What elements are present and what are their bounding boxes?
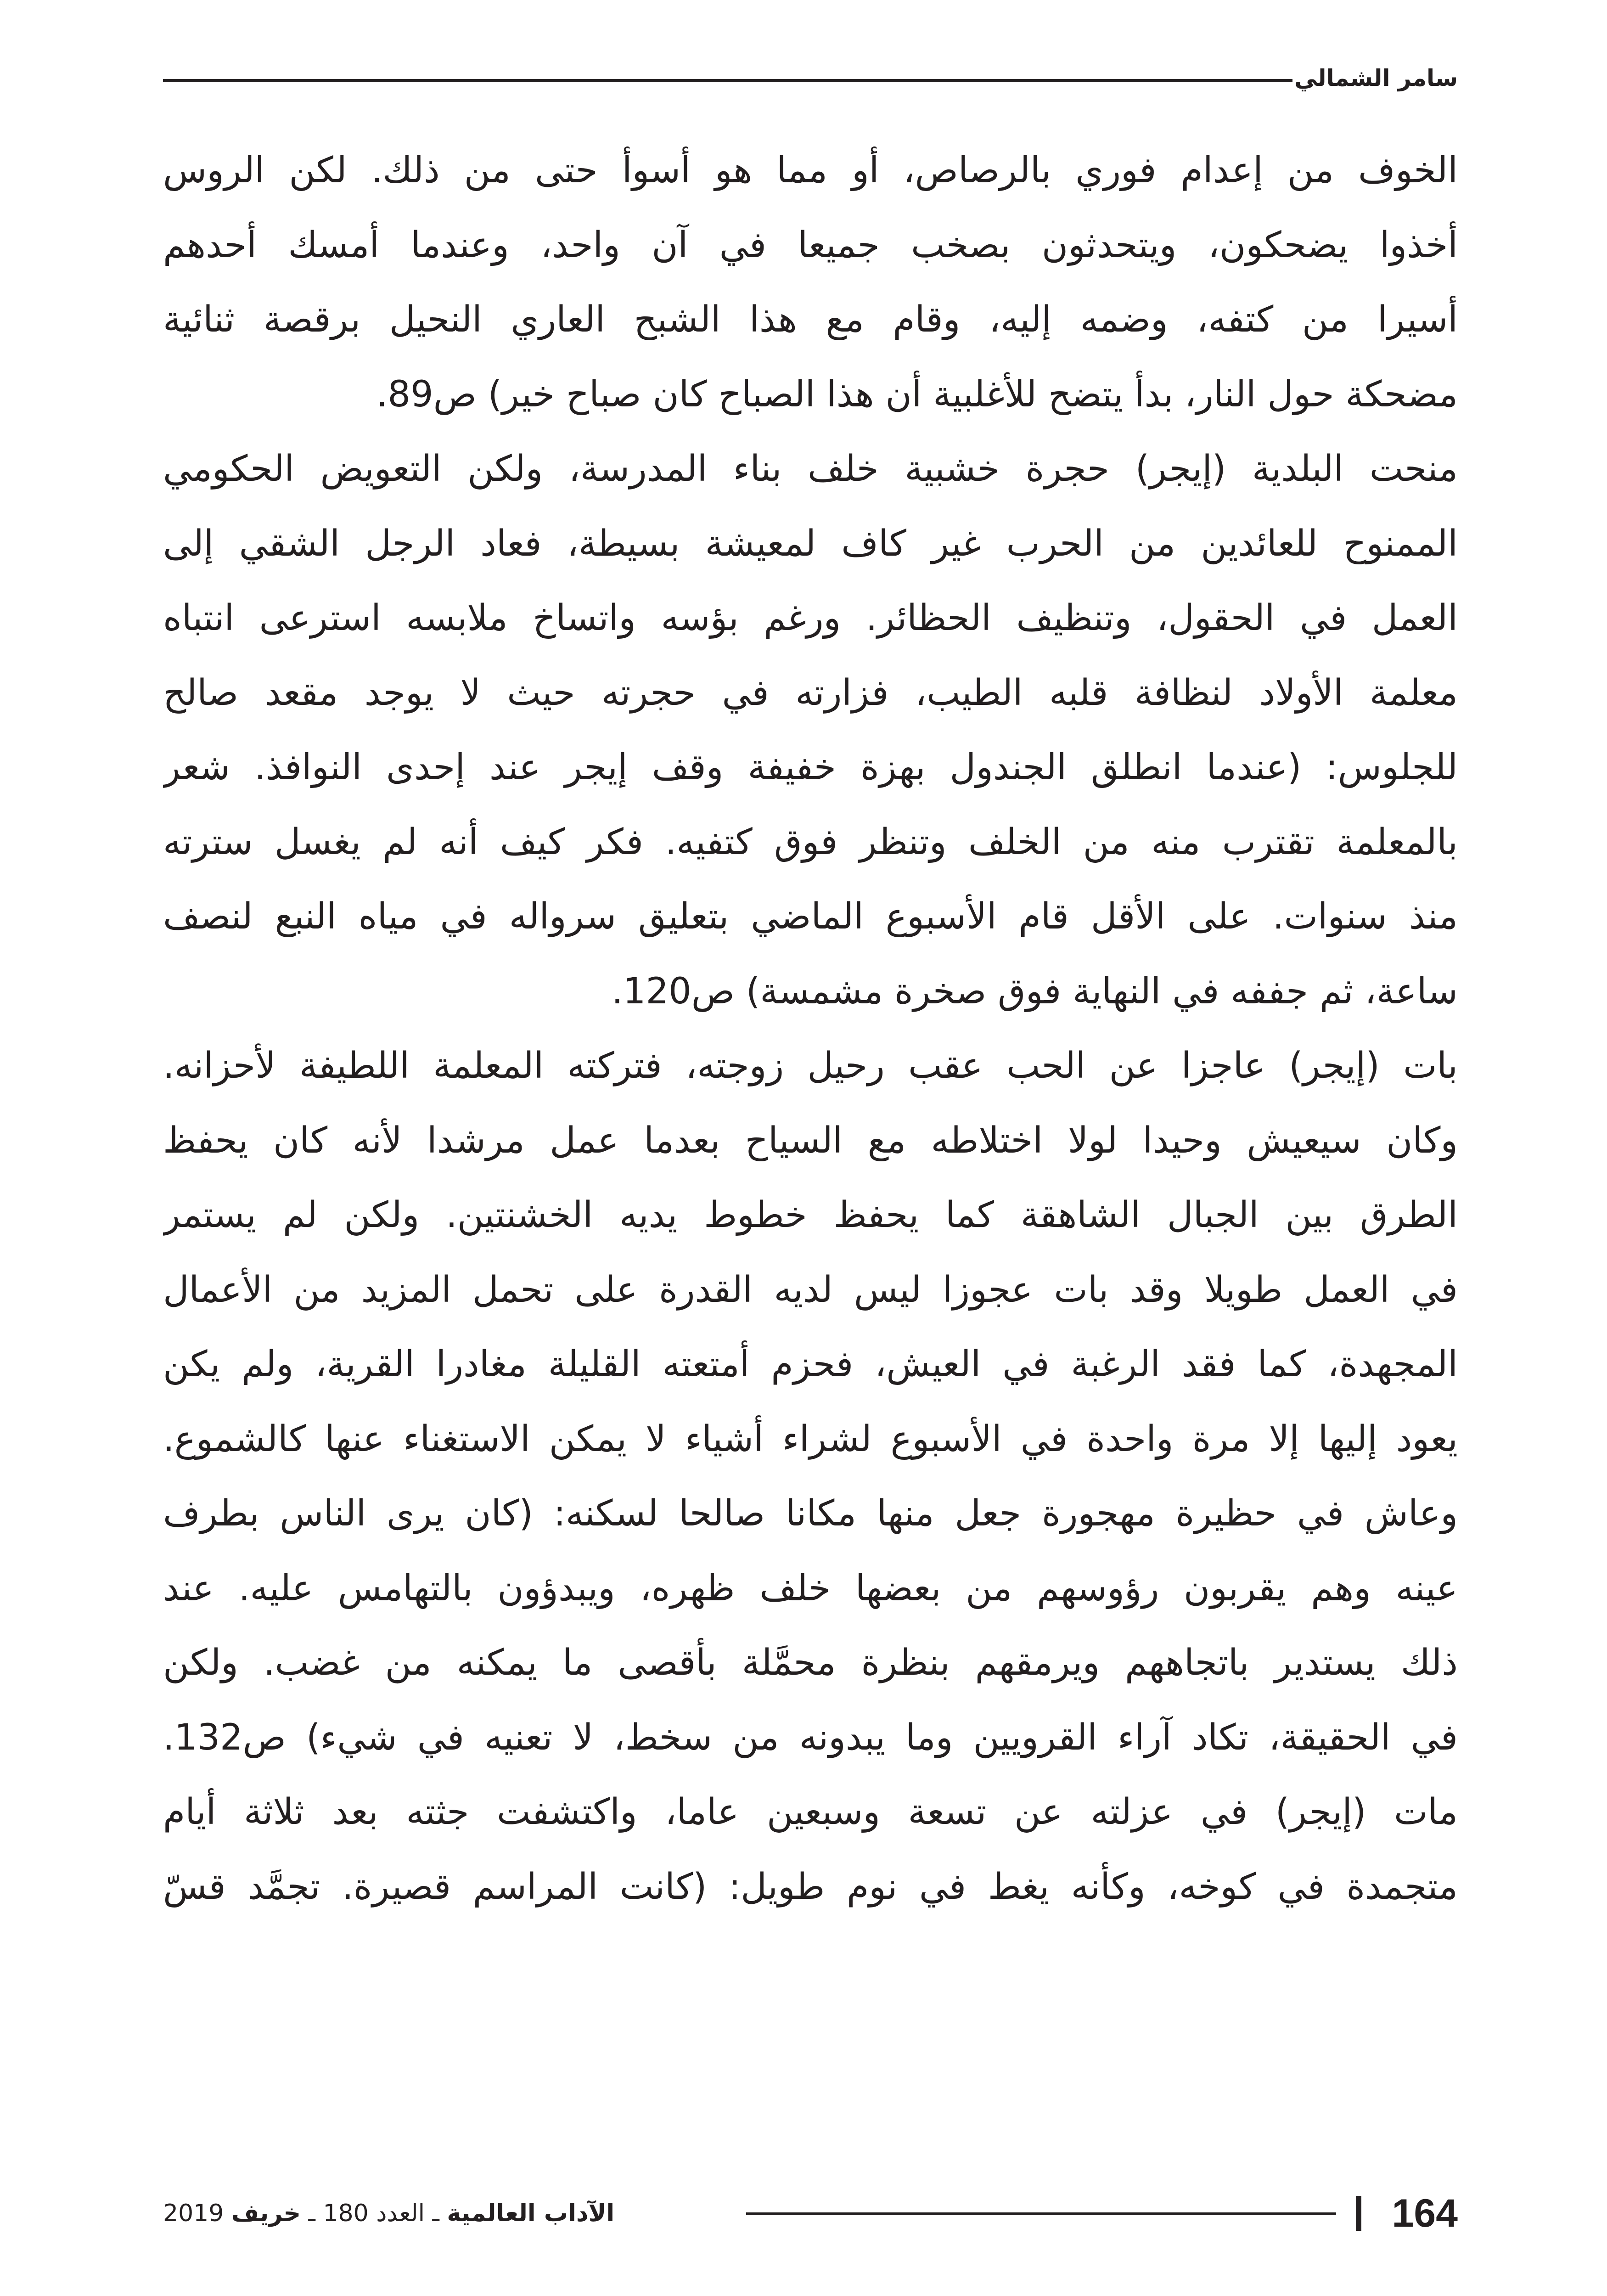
text-line: الخوف من إعدام فوري بالرصاص، أو مما هو أسوأ حتى من ذلك. لكن الروس xyxy=(163,150,1458,191)
text-line: الطرق بين الجبال الشاهقة كما يحفظ خطوط يديه الخشنتين. ولكن لم يستمر xyxy=(163,1194,1458,1236)
journal-season: خريف xyxy=(231,2200,301,2227)
text-line: في العمل طويلا وقد بات عجوزا ليس لديه القدرة على تحمل المزيد من الأعمال xyxy=(163,1269,1458,1311)
text-line: وكان سيعيش وحيدا لولا اختلاطه مع السياح بعدما عمل مرشدا لأنه كان يحفظ xyxy=(163,1120,1458,1161)
text-line: العمل في الحقول، وتنظيف الحظائر. ورغم بؤسه واتساخ ملابسه استرعى انتباه xyxy=(163,597,1458,639)
text-line: منحت البلدية (إيجر) حجرة خشبية خلف بناء المدرسة، ولكن التعويض الحكومي xyxy=(163,448,1458,490)
text-line: في الحقيقة، تكاد آراء القرويين وما يبدونه من سخط، لا تعنيه في شيء) ص132. xyxy=(163,1716,1458,1758)
footer-separator-bar xyxy=(1356,2196,1361,2231)
text-line: بات (إيجر) عاجزا عن الحب عقب رحيل زوجته، فتركته المعلمة اللطيفة لأحزانه. xyxy=(163,1045,1458,1086)
page-number: 164 xyxy=(1392,2191,1458,2235)
text-line: أسيرا من كتفه، وضمه إليه، وقام مع هذا الشبح العاري النحيل برقصة ثنائية xyxy=(163,299,1458,340)
running-head-author: سامر الشمالي xyxy=(1294,65,1458,91)
text-line: عينه وهم يقربون رؤوسهم من بعضها خلف ظهره، ويبدؤون بالتهامس عليه. عند xyxy=(163,1567,1458,1609)
header-rule xyxy=(163,79,1292,82)
journal-year: 2019 xyxy=(163,2200,231,2227)
text-line: متجمدة في كوخه، وكأنه يغط في نوم طويل: (كانت المراسم قصيرة. تجمَّد قسّ xyxy=(163,1866,1458,1908)
text-line: منذ سنوات. على الأقل قام الأسبوع الماضي بتعليق سرواله في مياه النبع لنصف xyxy=(163,896,1458,937)
text-line: مضحكة حول النار، بدأ يتضح للأغلبية أن هذا الصباح كان صباح خير) ص89. xyxy=(376,373,1458,415)
article-body xyxy=(163,133,1458,1924)
text-line: مات (إيجر) في عزلته عن تسعة وسبعين عاما، واكتشفت جثته بعد ثلاثة أيام xyxy=(163,1791,1458,1833)
journal-issue: ـ العدد 180 ـ xyxy=(301,2200,447,2227)
text-line: وعاش في حظيرة مهجورة جعل منها مكانا صالحا لسكنه: (كان يرى الناس بطرف xyxy=(163,1493,1458,1534)
text-line: للجلوس: (عندما انطلق الجندول بهزة خفيفة وقف إيجر عند إحدى النوافذ. شعر xyxy=(163,747,1458,788)
text-line: أخذوا يضحكون، ويتحدثون بصخب جميعا في آن واحد، وعندما أمسك أحدهم xyxy=(163,224,1458,266)
text-line: الممنوح للعائدين من الحرب غير كاف لمعيشة بسيطة، فعاد الرجل الشقي إلى xyxy=(163,523,1458,564)
footer-rule xyxy=(746,2212,1336,2215)
text-line: بالمعلمة تقترب منه من الخلف وتنظر فوق كتفيه. فكر كيف أنه لم يغسل سترته xyxy=(163,821,1458,863)
text-line: معلمة الأولاد لنظافة قلبه الطيب، فزارته في حجرته حيث لا يوجد مقعد صالح xyxy=(163,672,1458,714)
journal-name: الآداب العالمية xyxy=(447,2200,615,2227)
journal-citation xyxy=(163,2186,614,2241)
page-footer xyxy=(163,2186,1458,2241)
text-line: ذلك يستدير باتجاههم ويرمقهم بنظرة محمَّلة بأقصى ما يمكنه من غضب. ولكن xyxy=(163,1642,1458,1683)
text-line: ساعة، ثم جففه في النهاية فوق صخرة مشمسة) ص120. xyxy=(612,970,1458,1012)
page-header xyxy=(163,55,1458,101)
text-line: المجهدة، كما فقد الرغبة في العيش، فحزم أمتعته القليلة مغادرا القرية، ولم يكن xyxy=(163,1344,1458,1385)
text-line: يعود إليها إلا مرة واحدة في الأسبوع لشراء أشياء لا يمكن الاستغناء عنها كالشموع. xyxy=(163,1418,1458,1460)
